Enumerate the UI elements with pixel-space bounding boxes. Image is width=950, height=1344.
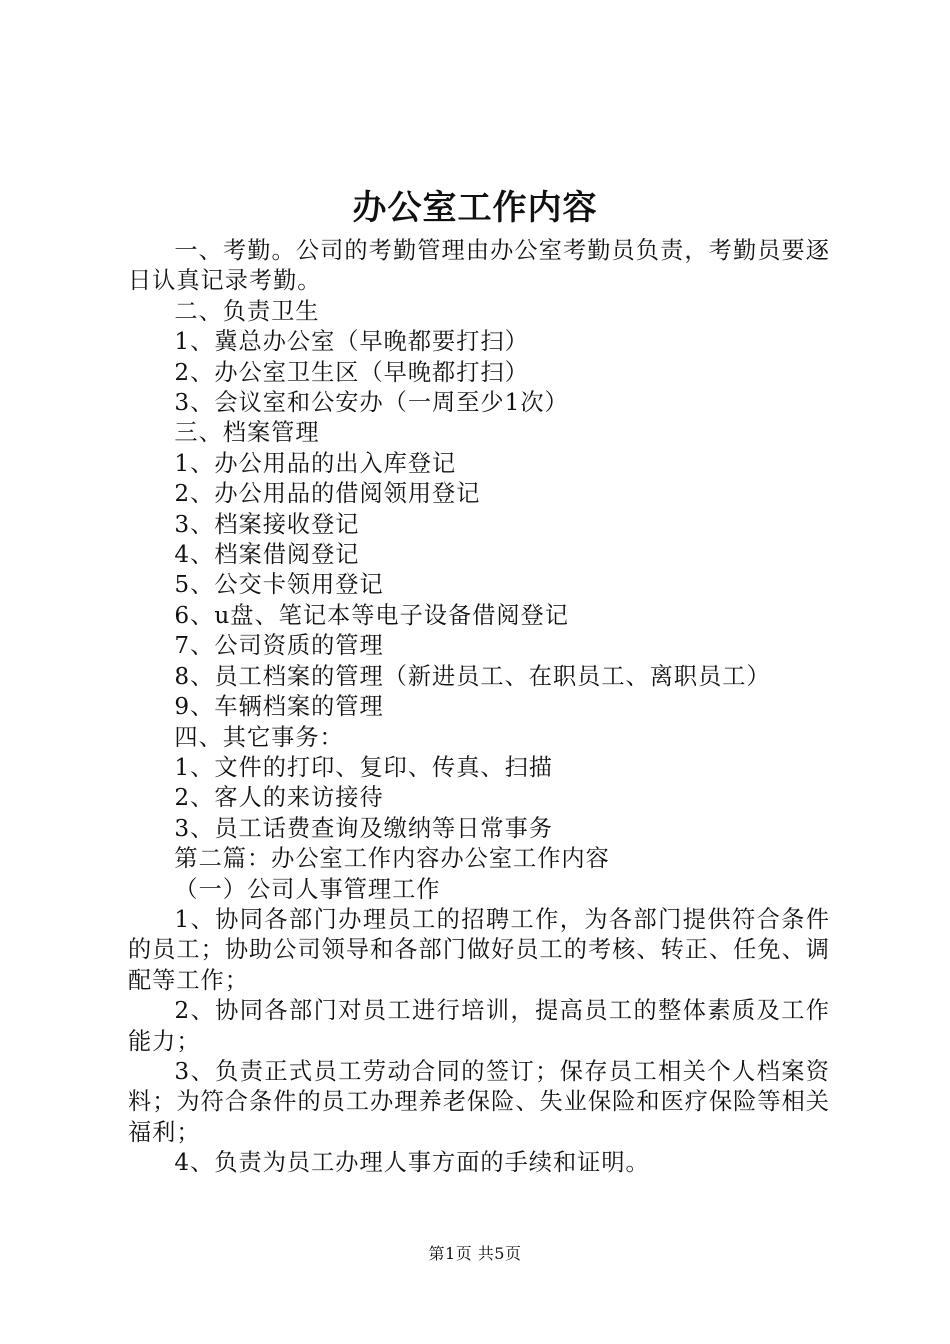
paragraph: 1、办公用品的出入库登记 [174, 449, 457, 477]
paragraph: 1、冀总办公室（早晚都要打扫） [174, 328, 529, 356]
paragraph: 一、考勤。公司的考勤管理由办公室考勤员负责，考勤员要逐日认真记录考勤。 [128, 237, 830, 295]
paragraph: 7、公司资质的管理 [174, 632, 384, 660]
document-title: 办公室工作内容 [352, 188, 598, 228]
paragraph: 2、协同各部门对员工进行培训，提高员工的整体素质及工作能力； [128, 997, 830, 1055]
paragraph: 1、协同各部门办理员工的招聘工作，为各部门提供符合条件的员工；协助公司领导和各部门做好员工的考核、转正、任免、调配等工作； [128, 905, 830, 994]
paragraph: 3、负责正式员工劳动合同的签订；保存员工相关个人档案资料；为符合条件的员工办理养老保险、失业保险和医疗保险等相关福利； [128, 1057, 830, 1146]
document-body [128, 236, 830, 1179]
paragraph: 8、员工档案的管理（新进员工、在职员工、离职员工） [174, 662, 771, 690]
paragraph: 2、办公室卫生区（早晚都打扫） [174, 358, 529, 386]
paragraph: 二、负责卫生 [174, 297, 320, 325]
paragraph: 2、客人的来访接待 [174, 784, 384, 812]
paragraph: 3、会议室和公安办（一周至少1次） [174, 389, 569, 417]
paragraph: 三、档案管理 [174, 419, 320, 447]
paragraph: 1、文件的打印、复印、传真、扫描 [174, 753, 553, 781]
paragraph: 6、u盘、笔记本等电子设备借阅登记 [174, 601, 569, 629]
paragraph: （一）公司人事管理工作 [174, 875, 441, 903]
paragraph: 5、公交卡领用登记 [174, 571, 384, 599]
paragraph: 3、员工话费查询及缴纳等日常事务 [174, 814, 553, 842]
paragraph: 4、档案借阅登记 [174, 541, 360, 569]
paragraph: 四、其它事务： [174, 723, 344, 751]
page-footer: 第1页 共5页 [428, 1244, 522, 1263]
paragraph: 9、车辆档案的管理 [174, 693, 384, 721]
paragraph: 2、办公用品的借阅领用登记 [174, 480, 481, 508]
paragraph: 3、档案接收登记 [174, 510, 360, 538]
paragraph: 4、负责为员工办理人事方面的手续和证明。 [174, 1149, 650, 1177]
paragraph: 第二篇：办公室工作内容办公室工作内容 [174, 845, 610, 873]
